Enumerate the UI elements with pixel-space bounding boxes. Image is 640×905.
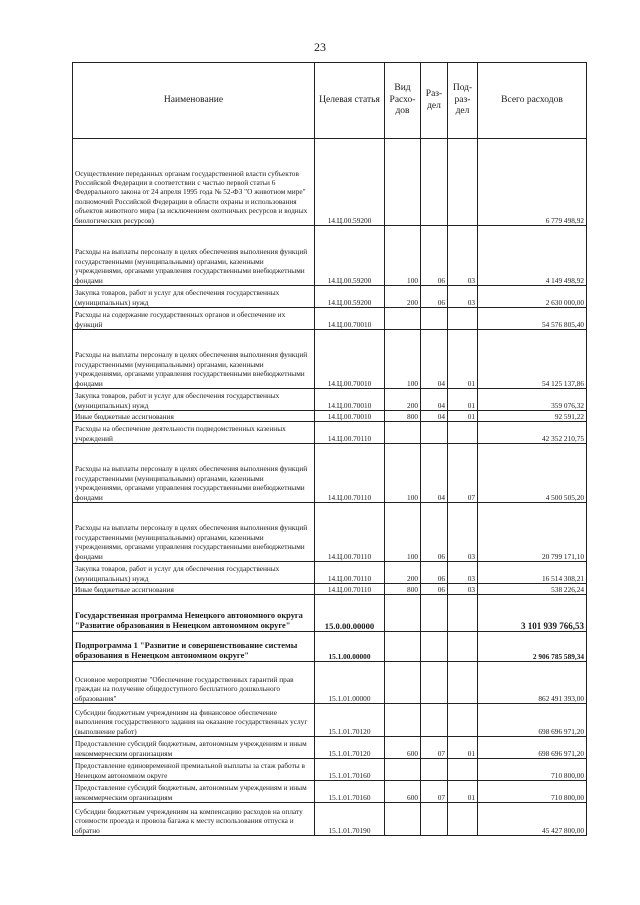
row-article: 14.Ц.00.59200 xyxy=(315,139,385,226)
row-name: Подпрограмма 1 "Развитие и совершенствование системы образования в Ненецком автономном округе" xyxy=(73,632,315,662)
row-article: 14.Ц.00.59200 xyxy=(315,226,385,286)
row-type: 600 xyxy=(385,781,421,803)
row-subsection xyxy=(448,595,478,632)
table-row xyxy=(73,803,587,836)
row-type xyxy=(385,632,421,662)
row-total: 4 149 498,92 xyxy=(478,226,587,286)
row-name: Субсидии бюджетным учреждениям на компенсацию расходов на оплату стоимости проезда и провоза багажа к месту использования отпуска и обратно xyxy=(73,803,315,836)
row-total: 6 779 498,92 xyxy=(478,139,587,226)
row-total: 54 576 805,40 xyxy=(478,308,587,330)
row-name: Иные бюджетные ассигнования xyxy=(73,584,315,595)
row-article: 14.Ц.00.70110 xyxy=(315,503,385,562)
header-total: Всего расходов xyxy=(478,63,587,139)
row-article: 14.Ц.00.70110 xyxy=(315,562,385,584)
row-article: 14.Ц.00.59200 xyxy=(315,286,385,308)
row-type: 200 xyxy=(385,562,421,584)
row-subsection xyxy=(448,422,478,444)
row-name: Предоставление единовременной премиальной выплаты за стаж работы в Ненецком автономном округе xyxy=(73,759,315,781)
row-type: 200 xyxy=(385,286,421,308)
row-article: 15.1.01.70190 xyxy=(315,803,385,836)
table-row xyxy=(73,389,587,411)
row-section: 04 xyxy=(421,411,448,422)
row-type: 800 xyxy=(385,584,421,595)
row-type: 200 xyxy=(385,389,421,411)
row-total: 359 076,32 xyxy=(478,389,587,411)
row-section xyxy=(421,139,448,226)
row-section xyxy=(421,632,448,662)
row-subsection: 03 xyxy=(448,562,478,584)
row-article: 15.0.00.00000 xyxy=(315,595,385,632)
row-article: 15.1.01.70120 xyxy=(315,704,385,737)
row-name: Основное мероприятие "Обеспечение государственных гарантий прав граждан на получение общедоступного бесплатного дошкольного образования" xyxy=(73,662,315,704)
row-article: 14.Ц.00.70010 xyxy=(315,330,385,389)
row-article: 15.1.00.00000 xyxy=(315,632,385,662)
row-section: 06 xyxy=(421,286,448,308)
row-type xyxy=(385,803,421,836)
row-subsection: 07 xyxy=(448,444,478,503)
row-total: 2 906 785 589,34 xyxy=(478,632,587,662)
table-row xyxy=(73,308,587,330)
table-row xyxy=(73,704,587,737)
row-subsection: 01 xyxy=(448,389,478,411)
row-name: Государственная программа Ненецкого автономного округа "Развитие образования в Ненецком автономном округе" xyxy=(73,595,315,632)
row-name: Закупка товаров, работ и услуг для обеспечения государственных (муниципальных) нужд xyxy=(73,562,315,584)
budget-table xyxy=(72,62,587,836)
row-name: Закупка товаров, работ и услуг для обеспечения государственных (муниципальных) нужд xyxy=(73,286,315,308)
row-name: Предоставление субсидий бюджетным, автономным учреждениям и иным некоммерческим организациям xyxy=(73,737,315,759)
row-total: 538 226,24 xyxy=(478,584,587,595)
header-article: Целевая статья xyxy=(315,63,385,139)
row-subsection: 03 xyxy=(448,503,478,562)
header-name: Наименование xyxy=(73,63,315,139)
row-total: 3 101 939 766,53 xyxy=(478,595,587,632)
row-section xyxy=(421,704,448,737)
row-name: Расходы на выплаты персоналу в целях обеспечения выполнения функций государственными (муниципальными) органами, казенными учреждениями, органами управления государственными внебюджетными фондами xyxy=(73,330,315,389)
row-total: 4 500 505,20 xyxy=(478,444,587,503)
table-row xyxy=(73,422,587,444)
row-total: 45 427 800,00 xyxy=(478,803,587,836)
header-subsection: Под-раз-дел xyxy=(448,63,478,139)
table-row xyxy=(73,759,587,781)
row-article: 15.1.01.70120 xyxy=(315,737,385,759)
row-total: 710 800,00 xyxy=(478,759,587,781)
row-total: 16 514 308,21 xyxy=(478,562,587,584)
row-type xyxy=(385,308,421,330)
row-type: 100 xyxy=(385,503,421,562)
row-type: 100 xyxy=(385,444,421,503)
row-subsection: 01 xyxy=(448,781,478,803)
row-section: 06 xyxy=(421,503,448,562)
row-name: Расходы на выплаты персоналу в целях обеспечения выполнения функций государственными (муниципальными) органами, казенными учреждениями, органами управления государственными внебюджетными фондами xyxy=(73,503,315,562)
row-article: 14.Ц.00.70110 xyxy=(315,444,385,503)
row-type xyxy=(385,662,421,704)
table-row xyxy=(73,139,587,226)
row-subsection: 03 xyxy=(448,584,478,595)
row-section xyxy=(421,595,448,632)
row-article: 14.Ц.00.70110 xyxy=(315,422,385,444)
row-article: 15.1.01.70160 xyxy=(315,781,385,803)
row-type xyxy=(385,595,421,632)
row-name: Расходы на обеспечение деятельности подведомственных казенных учреждений xyxy=(73,422,315,444)
row-article: 14.Ц.00.70010 xyxy=(315,411,385,422)
row-section xyxy=(421,759,448,781)
row-subsection xyxy=(448,759,478,781)
row-section xyxy=(421,422,448,444)
row-type xyxy=(385,704,421,737)
header-row xyxy=(73,63,587,139)
row-name: Осуществление переданных органам государственной власти субъектов Российской Федерации в соответствии с частью первой статьи 6 Федерального закона от 24 апреля 1995 года № 52-ФЗ "О животном мире" полномочий Российской Федерации в области охраны и использования объектов животного мира (за исключением охотничьих ресурсов и водных биологических ресурсов) xyxy=(73,139,315,226)
row-section xyxy=(421,662,448,704)
row-article: 14.Ц.00.70010 xyxy=(315,389,385,411)
row-section: 04 xyxy=(421,330,448,389)
row-name: Субсидии бюджетным учреждениям на финансовое обеспечение выполнения государственного задания на оказание государственных услуг (выполнение работ) xyxy=(73,704,315,737)
table-row xyxy=(73,737,587,759)
row-name: Иные бюджетные ассигнования xyxy=(73,411,315,422)
row-total: 698 696 971,20 xyxy=(478,737,587,759)
row-section: 07 xyxy=(421,737,448,759)
row-total: 862 491 393,00 xyxy=(478,662,587,704)
row-section: 07 xyxy=(421,781,448,803)
table-row xyxy=(73,632,587,662)
row-total: 42 352 210,75 xyxy=(478,422,587,444)
row-article: 15.1.01.00000 xyxy=(315,662,385,704)
table-row xyxy=(73,584,587,595)
row-article: 15.1.01.70160 xyxy=(315,759,385,781)
row-subsection xyxy=(448,139,478,226)
row-section: 04 xyxy=(421,389,448,411)
table-row xyxy=(73,444,587,503)
row-article: 14.Ц.00.70110 xyxy=(315,584,385,595)
row-total: 54 125 137,86 xyxy=(478,330,587,389)
row-section: 06 xyxy=(421,226,448,286)
table-row xyxy=(73,562,587,584)
header-section: Раз-дел xyxy=(421,63,448,139)
row-section: 06 xyxy=(421,562,448,584)
row-total: 698 696 971,20 xyxy=(478,704,587,737)
row-subsection xyxy=(448,662,478,704)
row-name: Расходы на выплаты персоналу в целях обеспечения выполнения функций государственными (муниципальными) органами, казенными учреждениями, органами управления государственными внебюджетными фондами xyxy=(73,444,315,503)
row-subsection: 01 xyxy=(448,737,478,759)
row-subsection: 03 xyxy=(448,286,478,308)
table-row xyxy=(73,286,587,308)
row-section xyxy=(421,803,448,836)
row-subsection: 01 xyxy=(448,411,478,422)
table-row xyxy=(73,330,587,389)
row-type xyxy=(385,422,421,444)
page-number: 23 xyxy=(314,40,326,54)
row-subsection xyxy=(448,803,478,836)
row-type: 800 xyxy=(385,411,421,422)
table-row xyxy=(73,411,587,422)
row-type: 100 xyxy=(385,226,421,286)
row-type xyxy=(385,139,421,226)
row-type xyxy=(385,759,421,781)
row-total: 2 630 000,00 xyxy=(478,286,587,308)
row-total: 710 800,00 xyxy=(478,781,587,803)
row-section: 06 xyxy=(421,584,448,595)
row-type: 100 xyxy=(385,330,421,389)
row-subsection: 03 xyxy=(448,226,478,286)
table-row xyxy=(73,226,587,286)
table-row xyxy=(73,781,587,803)
row-type: 600 xyxy=(385,737,421,759)
row-section: 04 xyxy=(421,444,448,503)
row-subsection xyxy=(448,308,478,330)
row-name: Расходы на содержание государственных органов и обеспечение их функций xyxy=(73,308,315,330)
row-name: Расходы на выплаты персоналу в целях обеспечения выполнения функций государственными (муниципальными) органами, казенными учреждениями, органами управления государственными внебюджетными фондами xyxy=(73,226,315,286)
table-row xyxy=(73,662,587,704)
row-name: Предоставление субсидий бюджетным, автономным учреждениям и иным некоммерческим организациям xyxy=(73,781,315,803)
row-total: 20 799 171,10 xyxy=(478,503,587,562)
row-total: 92 591,22 xyxy=(478,411,587,422)
row-subsection xyxy=(448,632,478,662)
row-name: Закупка товаров, работ и услуг для обеспечения государственных (муниципальных) нужд xyxy=(73,389,315,411)
header-expense-type: Вид Расхо-дов xyxy=(385,63,421,139)
table-row xyxy=(73,595,587,632)
row-subsection: 01 xyxy=(448,330,478,389)
row-article: 14.Ц.00.70010 xyxy=(315,308,385,330)
table-row xyxy=(73,503,587,562)
row-subsection xyxy=(448,704,478,737)
row-section xyxy=(421,308,448,330)
